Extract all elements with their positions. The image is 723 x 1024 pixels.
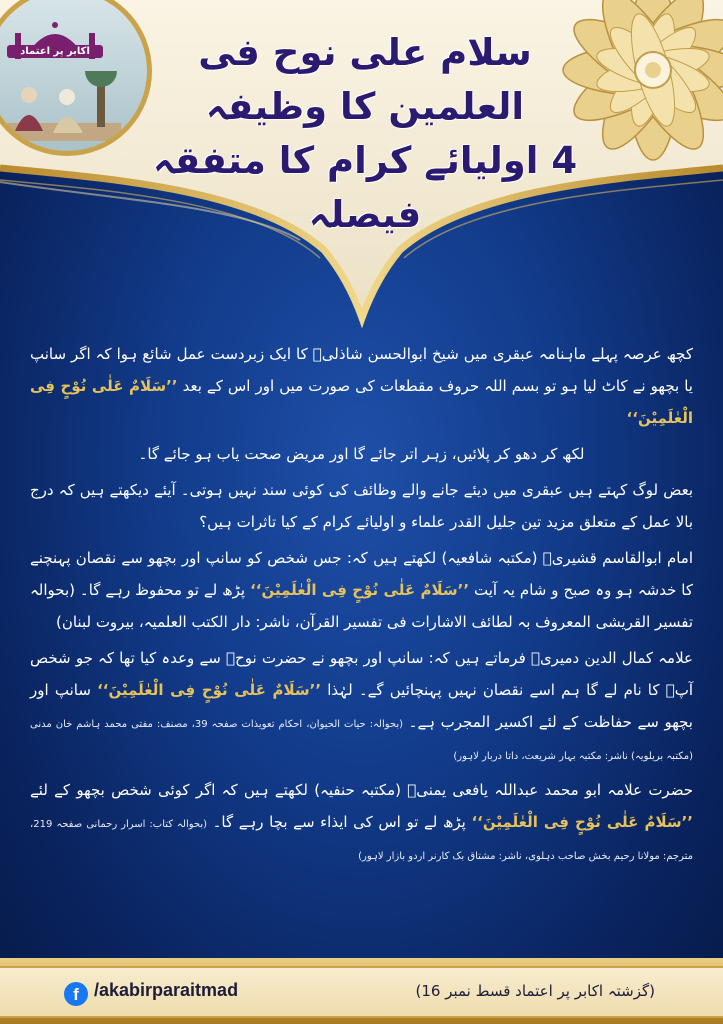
paragraph-1-text-a: کچھ عرصہ پہلے ماہنامہ عبقری میں شیخ ابوالحسن شاذلیؒ کا ایک زبردست عمل شائع ہوا کہ اگر سانپ یا بچھو نے کاٹ لیا ہو تو بسم اللہ حروف مقطعات کی صورت میں اور اس کے بعد	[30, 345, 693, 395]
paragraph-5-text-a: حضرت علامہ ابو محمد عبداللہ یافعی یمنیؒ (مکتبہ حنفیہ) لکھتے ہیں کہ اگر کوئی شخص بچھو کے لئے	[30, 781, 693, 799]
paragraph-3-text-a: امام ابوالقاسم قشیریؒ (مکتبہ شافعیہ) لکھتے ہیں کہ: جس شخص کو سانپ اور بچھو سے نقصان پہنچنے کا خدشہ ہو وہ صبح و شام یہ آیت	[30, 549, 693, 599]
logo-title: اکابر پر اعتماد	[7, 45, 103, 58]
facebook-handle-link[interactable]: /akabirparaitmad	[94, 980, 239, 1000]
quran-verse-highlight: ’’سَلَامٌ عَلٰی نُوْحٍ فِی الْعٰلَمِیْنَ‘‘	[250, 581, 470, 599]
title-line-2: 4 اولیائے کرام کا متفقہ فیصلہ	[152, 139, 578, 236]
paragraph-4-text-b: سانپ اور بچھو سے حفاظت کے لئے اکسیر المجرب ہے۔	[30, 681, 693, 731]
paragraph-4-reference: (بحوالہ: حیات الحیوان، احکام تعویذات صفحہ 39، مصنف: مفتی محمد ہاشم خان مدنی (مکتبہ بریلویہ) ناشر: مکتبہ بہار شریعت، داتا دربار لاہور)	[30, 719, 693, 762]
paragraph-5-text-b: پڑھ لے تو اس کی ایذاء سے بچا رہے گا۔	[212, 813, 466, 831]
paragraph-2: بعض لوگ کہتے ہیں عبقری میں دیئے جانے والے وظائف کی کوئی سند نہیں ہوتی۔ آیئے دیکھتے ہیں کہ درج بالا عمل کے متعلق مزید تین جلیل القدر علماء و اولیائے کرام کے کیا تاثرات ہیں؟	[30, 481, 693, 531]
paragraph-1	[30, 338, 693, 434]
footer-bar	[0, 958, 723, 1024]
title-line-1: سلام علی نوح فی العلمین کا وظیفہ	[198, 31, 532, 128]
facebook-icon[interactable]: f	[64, 982, 88, 1006]
paragraph-5	[30, 774, 693, 870]
series-label: (گزشتہ اکابر پر اعتماد قسط نمبر 16)	[415, 982, 655, 1000]
paragraph-1-continuation: لکھ کر دھو کر پلائیں، زہر اتر جائے گا اور مریض صحت یاب ہو جائے گا۔	[138, 445, 585, 463]
mosque-dome-icon	[9, 17, 101, 67]
article-body	[30, 338, 693, 874]
page-title	[150, 26, 580, 242]
paragraph-5-reference: (بحوالہ کتاب: اسرار رحمانی صفحہ 219، مترجم: مولانا رحیم بخش صاحب دہلوی، ناشر: مشتاق بک کارنر اردو بازار لاہور)	[30, 819, 693, 862]
paragraph-4-text-a: علامہ کمال الدین دمیریؒ فرماتے ہیں کہ: سانپ اور بچھو نے حضرت نوحؑ سے وعدہ کیا تھا کہ جو شخص آپؑ کا نام لے گا ہم اسے نقصان نہیں پہنچائیں گے۔ لہٰذا	[30, 649, 693, 699]
quran-verse-highlight: ’’سَلَامٌ عَلٰی نُوْحٍ فِی الْعٰلَمِیْنَ‘‘	[471, 813, 693, 831]
quran-verse-highlight: ’’سَلَامٌ عَلٰی نُوْحٍ فِی الْعٰلَمِیْنَ‘‘	[97, 681, 322, 699]
paragraph-3	[30, 542, 693, 638]
quran-verse-highlight: ’’سَلَامٌ عَلٰی نُوْحٍ فِی الْعٰلَمِیْنَ‘‘	[30, 377, 693, 427]
paragraph-3-text-b: پڑھ لے تو محفوظ رہے گا۔ (بحوالہ تفسیر القریشی المعروف بہ لطائف الاشارات فی تفسیر القرآن، ناشر: دار الکتب العلمیہ، بیروت لبنان)	[30, 581, 693, 631]
scholars-illustration	[1, 71, 121, 141]
footer-band	[0, 966, 723, 1018]
paragraph-4	[30, 642, 693, 770]
